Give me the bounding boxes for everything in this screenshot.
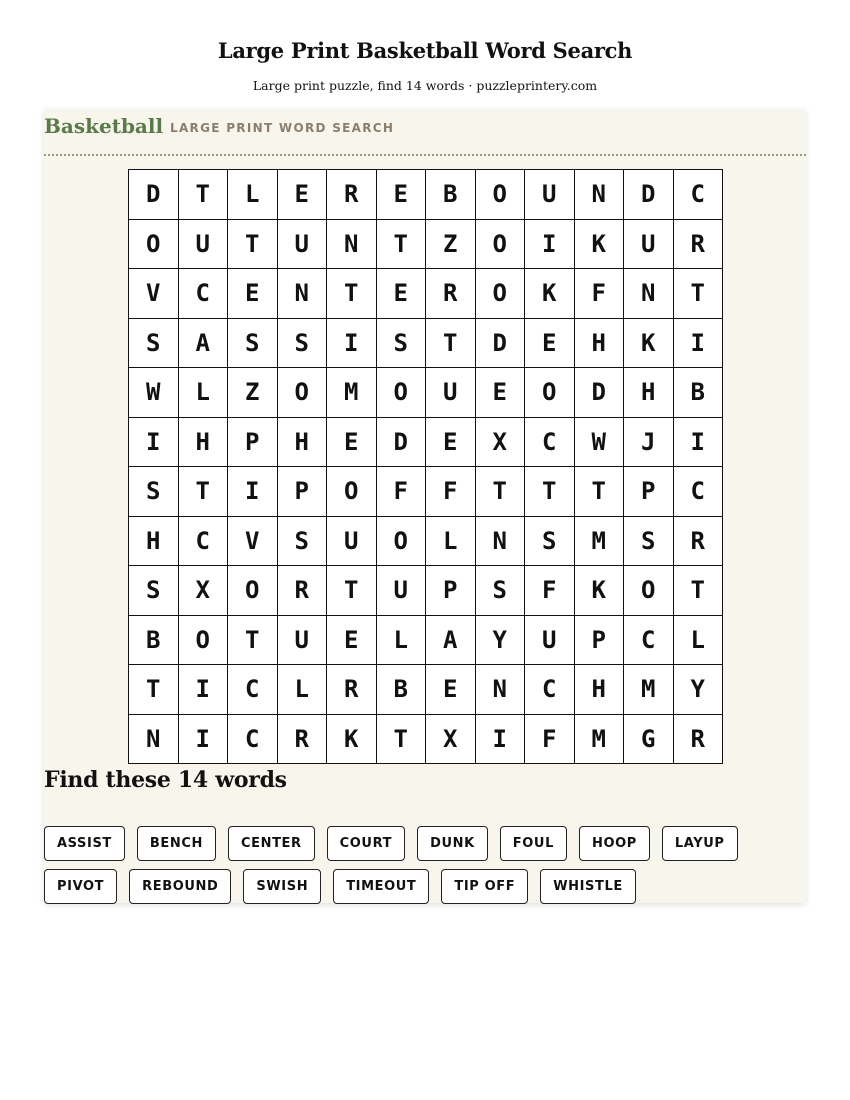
- grid-cell[interactable]: U: [179, 220, 229, 270]
- grid-cell[interactable]: F: [377, 467, 427, 517]
- grid-cell[interactable]: S: [624, 517, 674, 567]
- grid-cell[interactable]: N: [278, 269, 328, 319]
- grid-cell[interactable]: U: [278, 220, 328, 270]
- grid-cell[interactable]: R: [674, 517, 724, 567]
- grid-cell[interactable]: I: [228, 467, 278, 517]
- grid-cell[interactable]: Y: [674, 665, 724, 715]
- grid-cell[interactable]: T: [426, 319, 476, 369]
- grid-cell[interactable]: L: [179, 368, 229, 418]
- grid-cell[interactable]: W: [129, 368, 179, 418]
- word-chip[interactable]: HOOP: [579, 826, 650, 861]
- grid-cell[interactable]: O: [129, 220, 179, 270]
- grid-cell[interactable]: O: [377, 517, 427, 567]
- puzzle-theme-title: Basketball: [44, 114, 164, 138]
- grid-cell[interactable]: S: [476, 566, 526, 616]
- grid-cell[interactable]: J: [624, 418, 674, 468]
- grid-cell[interactable]: T: [179, 170, 229, 220]
- grid-cell[interactable]: C: [179, 269, 229, 319]
- word-row: [44, 869, 784, 904]
- grid-cell[interactable]: C: [525, 418, 575, 468]
- grid-cell[interactable]: S: [278, 319, 328, 369]
- grid-cell[interactable]: X: [426, 715, 476, 765]
- grid-cell[interactable]: P: [426, 566, 476, 616]
- card-header: [44, 109, 806, 156]
- grid-cell[interactable]: H: [179, 418, 229, 468]
- page-title: Large Print Basketball Word Search: [217, 38, 633, 63]
- grid-cell[interactable]: S: [129, 467, 179, 517]
- puzzle-card: [44, 109, 806, 903]
- grid-cell[interactable]: P: [624, 467, 674, 517]
- grid-cell[interactable]: E: [426, 665, 476, 715]
- word-chip[interactable]: FOUL: [500, 826, 567, 861]
- grid-cell[interactable]: L: [426, 517, 476, 567]
- grid-cell[interactable]: K: [575, 220, 625, 270]
- grid-cell[interactable]: O: [476, 269, 526, 319]
- grid-cell[interactable]: I: [129, 418, 179, 468]
- grid-cell[interactable]: Y: [476, 616, 526, 666]
- grid-cell[interactable]: X: [179, 566, 229, 616]
- grid-cell[interactable]: D: [476, 319, 526, 369]
- grid-cell[interactable]: E: [426, 418, 476, 468]
- grid-cell[interactable]: B: [377, 665, 427, 715]
- grid-cell[interactable]: B: [674, 368, 724, 418]
- grid-cell[interactable]: O: [278, 368, 328, 418]
- grid-cell[interactable]: E: [525, 319, 575, 369]
- grid-cell[interactable]: U: [327, 517, 377, 567]
- page-subtitle: Large print puzzle, find 14 words · puzzleprintery.com: [252, 78, 598, 93]
- grid-cell[interactable]: K: [624, 319, 674, 369]
- grid-cell[interactable]: P: [575, 616, 625, 666]
- grid-cell[interactable]: V: [129, 269, 179, 319]
- grid-cell[interactable]: T: [327, 269, 377, 319]
- word-chip[interactable]: BENCH: [137, 826, 216, 861]
- grid-cell[interactable]: T: [377, 715, 427, 765]
- grid-cell[interactable]: L: [228, 170, 278, 220]
- grid-cell[interactable]: T: [129, 665, 179, 715]
- grid-cell[interactable]: F: [426, 467, 476, 517]
- grid-cell[interactable]: G: [624, 715, 674, 765]
- grid-cell[interactable]: R: [426, 269, 476, 319]
- grid-cell[interactable]: P: [228, 418, 278, 468]
- word-chip[interactable]: LAYUP: [662, 826, 738, 861]
- grid-cell[interactable]: I: [179, 665, 229, 715]
- grid-cell[interactable]: T: [575, 467, 625, 517]
- grid-cell[interactable]: N: [327, 220, 377, 270]
- grid-cell[interactable]: I: [179, 715, 229, 765]
- grid-cell[interactable]: E: [327, 418, 377, 468]
- grid-cell[interactable]: W: [575, 418, 625, 468]
- grid-cell[interactable]: S: [278, 517, 328, 567]
- grid-cell[interactable]: O: [179, 616, 229, 666]
- grid-cell[interactable]: C: [624, 616, 674, 666]
- grid-cell[interactable]: E: [278, 170, 328, 220]
- grid-cell[interactable]: O: [525, 368, 575, 418]
- grid-cell[interactable]: T: [674, 566, 724, 616]
- grid-cell[interactable]: L: [377, 616, 427, 666]
- grid-cell[interactable]: O: [377, 368, 427, 418]
- grid-cell[interactable]: F: [575, 269, 625, 319]
- word-chip[interactable]: REBOUND: [129, 869, 231, 904]
- grid-cell[interactable]: O: [327, 467, 377, 517]
- grid-cell[interactable]: A: [426, 616, 476, 666]
- grid-cell[interactable]: N: [476, 665, 526, 715]
- grid-cell[interactable]: Z: [228, 368, 278, 418]
- grid-cell[interactable]: P: [278, 467, 328, 517]
- puzzle-type-label: LARGE PRINT WORD SEARCH: [170, 121, 395, 135]
- grid-cell[interactable]: K: [327, 715, 377, 765]
- grid-cell[interactable]: M: [575, 715, 625, 765]
- grid-cell[interactable]: F: [525, 715, 575, 765]
- grid-cell[interactable]: I: [327, 319, 377, 369]
- grid-cell[interactable]: U: [525, 170, 575, 220]
- grid-cell[interactable]: T: [327, 566, 377, 616]
- grid-cell[interactable]: A: [179, 319, 229, 369]
- grid-cell[interactable]: U: [278, 616, 328, 666]
- grid-cell[interactable]: B: [129, 616, 179, 666]
- word-chip[interactable]: COURT: [327, 826, 405, 861]
- grid-cell[interactable]: C: [674, 467, 724, 517]
- grid-cell[interactable]: R: [327, 665, 377, 715]
- word-row: [44, 826, 784, 861]
- letter-grid: [128, 169, 723, 764]
- grid-cell[interactable]: M: [575, 517, 625, 567]
- word-chip[interactable]: TIP OFF: [441, 869, 528, 904]
- grid-cell[interactable]: R: [278, 715, 328, 765]
- word-chip[interactable]: ASSIST: [44, 826, 125, 861]
- grid-cell[interactable]: I: [674, 418, 724, 468]
- grid-cell[interactable]: C: [228, 715, 278, 765]
- word-chip[interactable]: WHISTLE: [540, 869, 636, 904]
- grid-cell[interactable]: O: [624, 566, 674, 616]
- grid-cell[interactable]: H: [575, 665, 625, 715]
- grid-cell[interactable]: T: [377, 220, 427, 270]
- grid-cell[interactable]: N: [476, 517, 526, 567]
- grid-cell[interactable]: D: [624, 170, 674, 220]
- grid-cell[interactable]: U: [377, 566, 427, 616]
- grid-cell[interactable]: I: [525, 220, 575, 270]
- grid-cell[interactable]: R: [674, 715, 724, 765]
- grid-cell[interactable]: F: [525, 566, 575, 616]
- grid-cell[interactable]: M: [624, 665, 674, 715]
- grid-cell[interactable]: H: [278, 418, 328, 468]
- grid-cell[interactable]: S: [228, 319, 278, 369]
- grid-cell[interactable]: H: [624, 368, 674, 418]
- grid-cell[interactable]: R: [278, 566, 328, 616]
- word-bank: [44, 826, 784, 912]
- grid-cell[interactable]: S: [129, 319, 179, 369]
- word-chip[interactable]: TIMEOUT: [333, 869, 429, 904]
- grid-cell[interactable]: S: [525, 517, 575, 567]
- grid-cell[interactable]: E: [377, 170, 427, 220]
- word-chip[interactable]: SWISH: [243, 869, 321, 904]
- word-list-heading: Find these 14 words: [44, 767, 287, 793]
- grid-cell[interactable]: H: [129, 517, 179, 567]
- word-chip[interactable]: CENTER: [228, 826, 315, 861]
- grid-cell[interactable]: D: [575, 368, 625, 418]
- grid-cell[interactable]: X: [476, 418, 526, 468]
- grid-cell[interactable]: T: [476, 467, 526, 517]
- grid-cell[interactable]: I: [476, 715, 526, 765]
- grid-cell[interactable]: N: [129, 715, 179, 765]
- grid-cell[interactable]: R: [327, 170, 377, 220]
- grid-cell[interactable]: L: [674, 616, 724, 666]
- grid-cell[interactable]: R: [674, 220, 724, 270]
- grid-cell[interactable]: Z: [426, 220, 476, 270]
- grid-cell[interactable]: H: [575, 319, 625, 369]
- grid-cell[interactable]: K: [525, 269, 575, 319]
- grid-cell[interactable]: O: [476, 220, 526, 270]
- grid-cell[interactable]: O: [476, 170, 526, 220]
- grid-cell[interactable]: E: [327, 616, 377, 666]
- grid-cell[interactable]: N: [624, 269, 674, 319]
- word-chip[interactable]: PIVOT: [44, 869, 117, 904]
- grid-cell[interactable]: C: [179, 517, 229, 567]
- grid-cell[interactable]: E: [476, 368, 526, 418]
- grid-cell[interactable]: I: [674, 319, 724, 369]
- grid-cell[interactable]: N: [575, 170, 625, 220]
- grid-cell[interactable]: T: [228, 616, 278, 666]
- grid-cell[interactable]: B: [426, 170, 476, 220]
- grid-cell[interactable]: U: [624, 220, 674, 270]
- grid-cell[interactable]: K: [575, 566, 625, 616]
- grid-cell[interactable]: C: [228, 665, 278, 715]
- grid-cell[interactable]: O: [228, 566, 278, 616]
- grid-cell[interactable]: D: [129, 170, 179, 220]
- grid-cell[interactable]: U: [426, 368, 476, 418]
- grid-cell[interactable]: M: [327, 368, 377, 418]
- grid-cell[interactable]: C: [525, 665, 575, 715]
- grid-cell[interactable]: T: [674, 269, 724, 319]
- grid-cell[interactable]: V: [228, 517, 278, 567]
- grid-cell[interactable]: S: [129, 566, 179, 616]
- grid-cell[interactable]: E: [377, 269, 427, 319]
- word-chip[interactable]: DUNK: [417, 826, 488, 861]
- grid-cell[interactable]: L: [278, 665, 328, 715]
- grid-cell[interactable]: E: [228, 269, 278, 319]
- grid-cell[interactable]: D: [377, 418, 427, 468]
- grid-cell[interactable]: S: [377, 319, 427, 369]
- grid-cell[interactable]: T: [525, 467, 575, 517]
- grid-cell[interactable]: T: [179, 467, 229, 517]
- grid-cell[interactable]: C: [674, 170, 724, 220]
- grid-cell[interactable]: T: [228, 220, 278, 270]
- grid-cell[interactable]: U: [525, 616, 575, 666]
